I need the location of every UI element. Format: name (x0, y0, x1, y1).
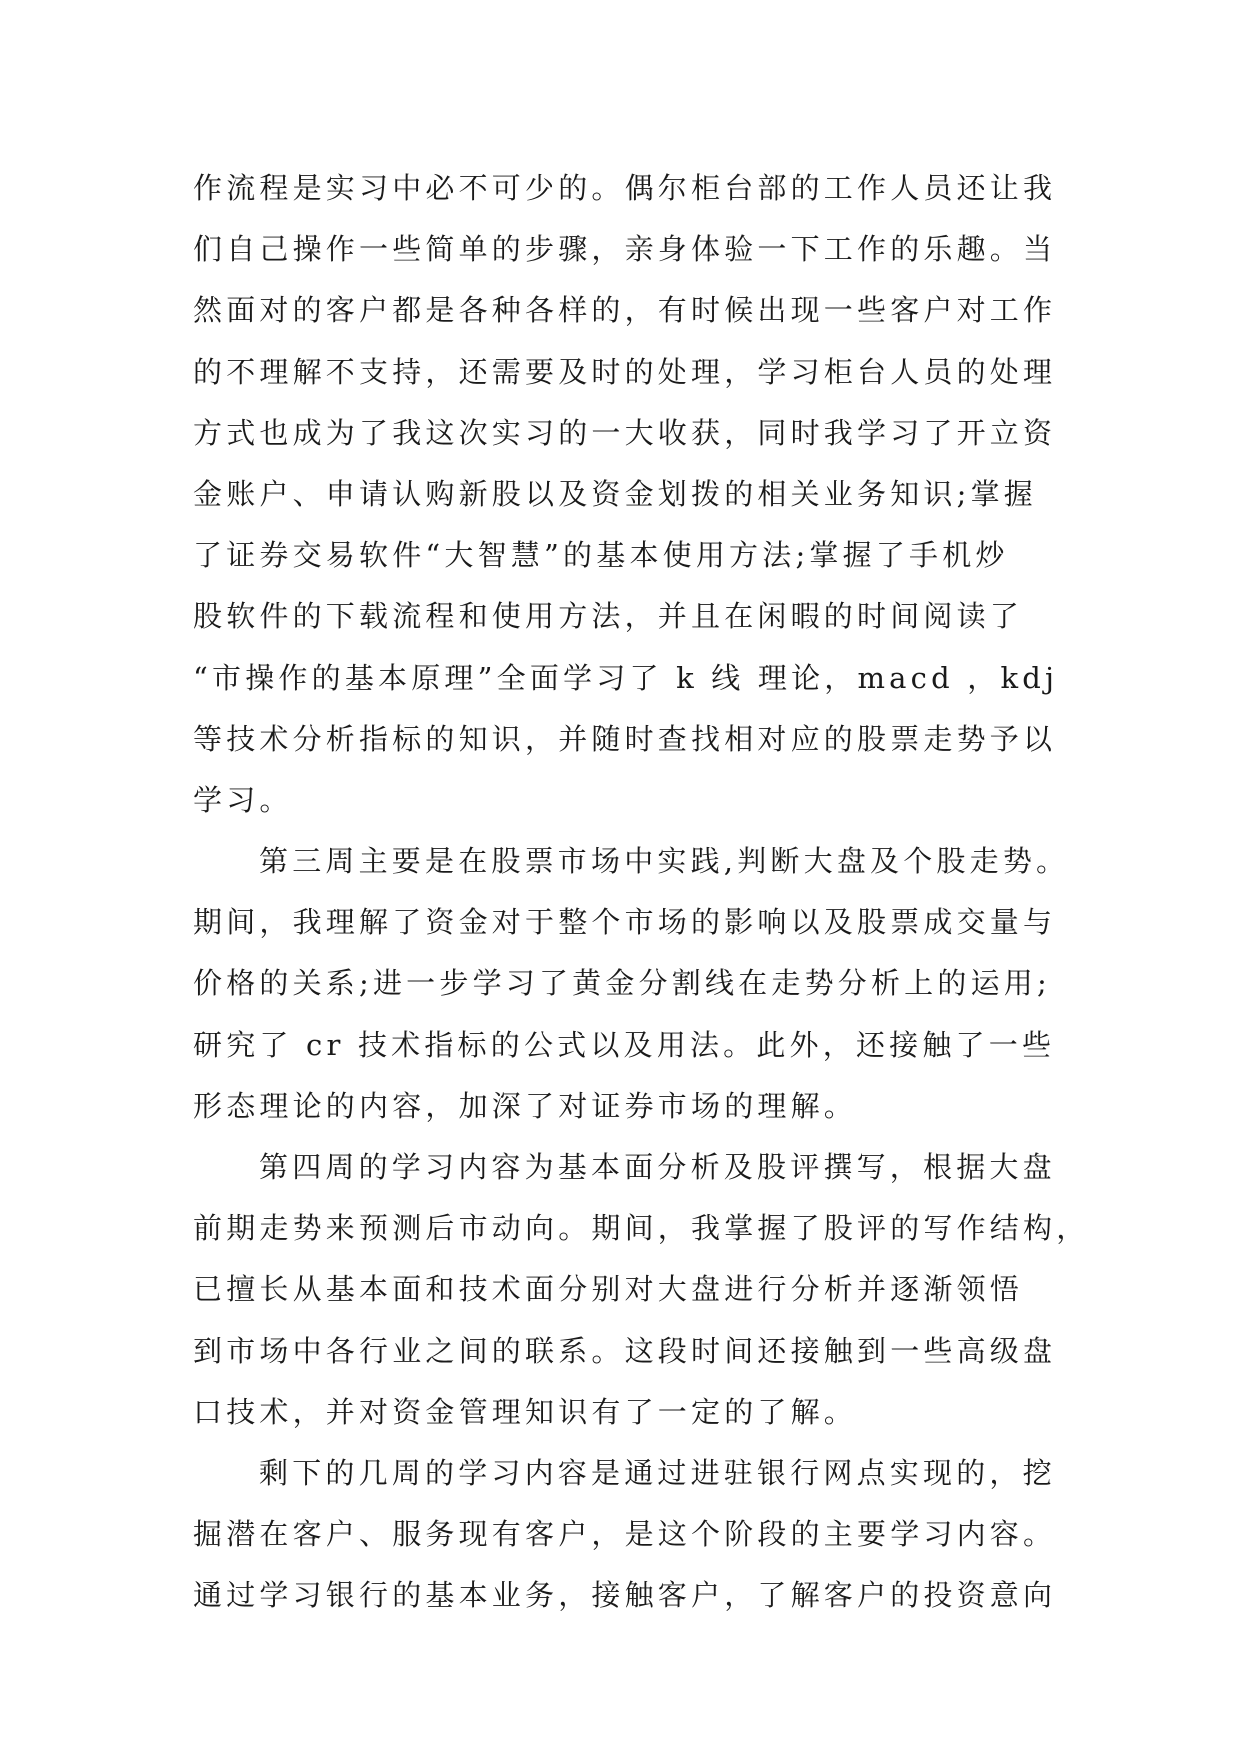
text-line: 形态理论的内容，加深了对证券市场的理解。 (193, 1088, 858, 1123)
text-line: 学习。 (193, 782, 293, 817)
text-line: 口技术，并对资金管理知识有了一定的了解。 (193, 1394, 858, 1429)
text-line: 已擅长从基本面和技术面分别对大盘进行分析并逐渐领悟 (193, 1272, 1024, 1307)
text-line: “市操作的基本原理”全面学习了 k 线 理论，macd ，kdj (193, 660, 1059, 695)
text-line: 研究了 cr 技术指标的公式以及用法。此外，还接触了一些 (193, 1027, 1056, 1062)
text-line: 价格的关系;进一步学习了黄金分割线在走势分析上的运用; (193, 966, 1051, 1001)
text-line: 股软件的下载流程和使用方法，并且在闲暇的时间阅读了 (193, 599, 1024, 634)
paragraph-first-line: 第四周的学习内容为基本面分析及股评撰写，根据大盘 (259, 1150, 1056, 1184)
text-line: 通过学习银行的基本业务，接触客户，了解客户的投资意向 (193, 1578, 1057, 1613)
text-line: 掘潜在客户、服务现有客户，是这个阶段的主要学习内容。 (193, 1517, 1057, 1552)
paragraph-first-line: 剩下的几周的学习内容是通过进驻银行网点实现的，挖 (259, 1455, 1056, 1490)
paragraph-first-line: 第三周主要是在股票市场中实践,判断大盘及个股走势。 (259, 844, 1070, 879)
text-line: 金账户、申请认购新股以及资金划拨的相关业务知识;掌握 (193, 476, 1037, 511)
text-line: 等技术分析指标的知识，并随时查找相对应的股票走势予以 (193, 721, 1057, 756)
document-body (193, 158, 1090, 1627)
text-line: 的不理解不支持，还需要及时的处理，学习柜台人员的处理 (193, 354, 1057, 389)
text-line: 方式也成为了我这次实习的一大收获，同时我学习了开立资 (193, 415, 1057, 450)
text-line: 期间，我理解了资金对于整个市场的影响以及股票成交量与 (193, 905, 1057, 940)
text-line: 了证券交易软件“大智慧”的基本使用方法;掌握了手机炒 (193, 538, 1009, 573)
text-line: 然面对的客户都是各种各样的，有时候出现一些客户对工作 (193, 293, 1057, 328)
text-line: 作流程是实习中必不可少的。偶尔柜台部的工作人员还让我 (193, 171, 1057, 205)
text-line: 们自己操作一些简单的步骤，亲身体验一下工作的乐趣。当 (193, 232, 1057, 267)
text-line: 到市场中各行业之间的联系。这段时间还接触到一些高级盘 (193, 1333, 1057, 1368)
text-line: 前期走势来预测后市动向。期间，我掌握了股评的写作结构， (193, 1211, 1090, 1246)
